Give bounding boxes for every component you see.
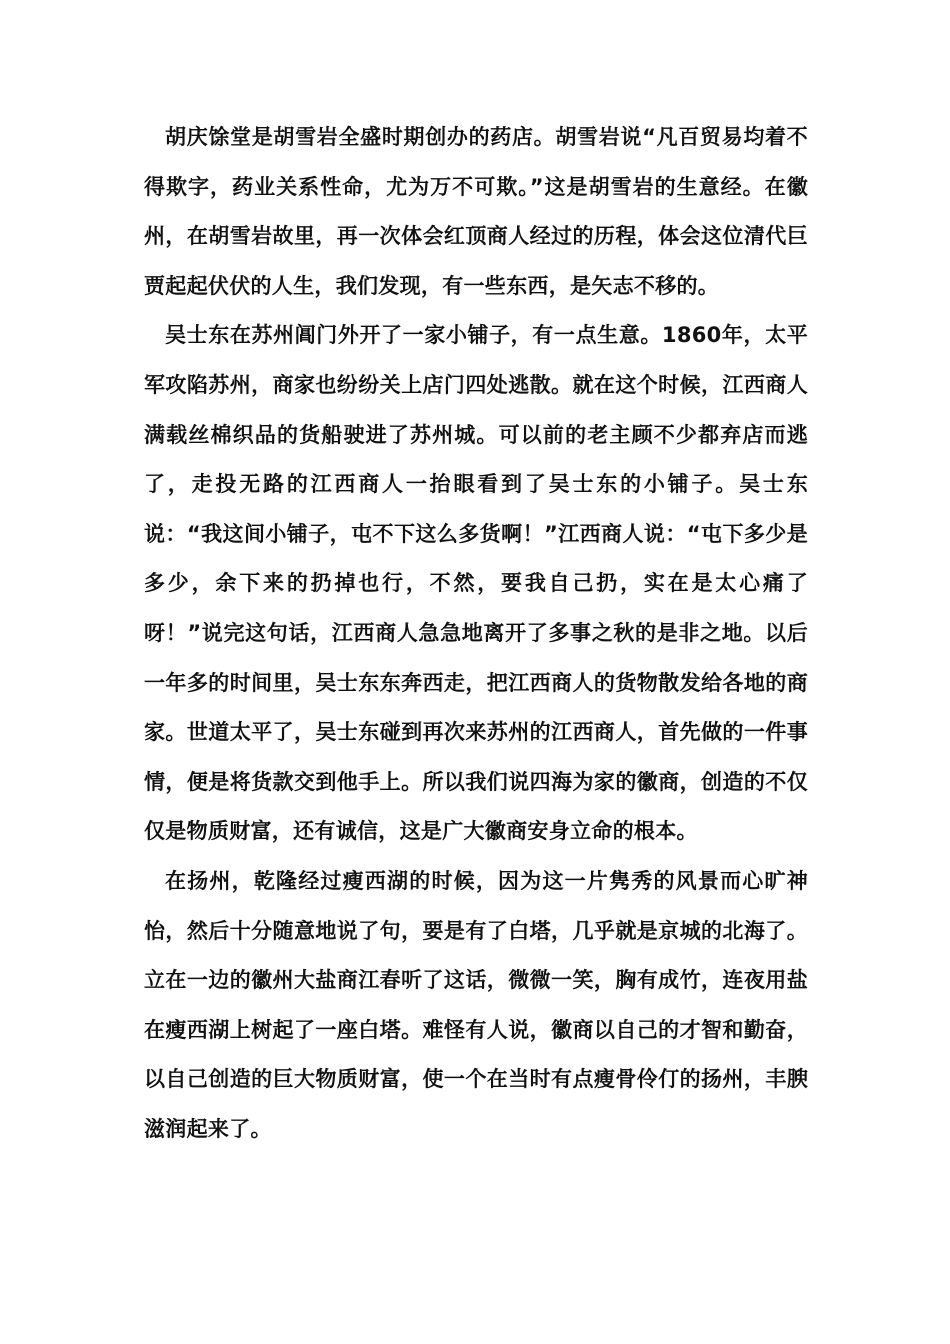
paragraph-wu-shidong: 吴士东在苏州阊门外开了一家小铺子，有一点生意。1860年，太平军攻陷苏州，商家也纷纷关上店门四处逃散。就在这个时候，江西商人满载丝棉织品的货船驶进了苏州城。可以前的老主顾不少都弃店而逃了，走投无路的江西商人一抬眼看到了吴士东的小铺子。吴士东说：“我这间小铺子，屯不下这么多货啊！”江西商人说：“屯下多少是多少，余下来的扔掉也行，不然，要我自己扔，实在是太心痛了呀！”说完这句话，江西商人急急地离开了多事之秋的是非之地。以后一年多的时间里，吴士东东奔西走，把江西商人的货物散发给各地的商家。世道太平了，吴士东碰到再次来苏州的江西商人，首先做的一件事情，便是将货款交到他手上。所以我们说四海为家的徽商，创造的不仅仅是物质财富，还有诚信，这是广大徽商安身立命的根本。 bbox=[144, 323, 808, 844]
paragraph-hu-xueyan: 胡庆馀堂是胡雪岩全盛时期创办的药店。胡雪岩说“凡百贸易均着不得欺字，药业关系性命，尤为万不可欺。”这是胡雪岩的生意经。在徽州，在胡雪岩故里，再一次体会红顶商人经过的历程，体会这位清代巨贾起起伏伏的人生，我们发现，有一些东西，是矢志不移的。 bbox=[144, 125, 808, 298]
paragraph-yangzhou: 在扬州，乾隆经过瘦西湖的时候，因为这一片隽秀的风景而心旷神怡，然后十分随意地说了句，要是有了白塔，几乎就是京城的北海了。立在一边的徽州大盐商江春听了这话，微微一笑，胸有成竹，连夜用盐在瘦西湖上树起了一座白塔。难怪有人说，徽商以自己的才智和勤奋，以自己创造的巨大物质财富，使一个在当时有点瘦骨伶仃的扬州，丰腴滋润起来了。 bbox=[144, 868, 808, 1141]
document-body bbox=[144, 113, 808, 1154]
